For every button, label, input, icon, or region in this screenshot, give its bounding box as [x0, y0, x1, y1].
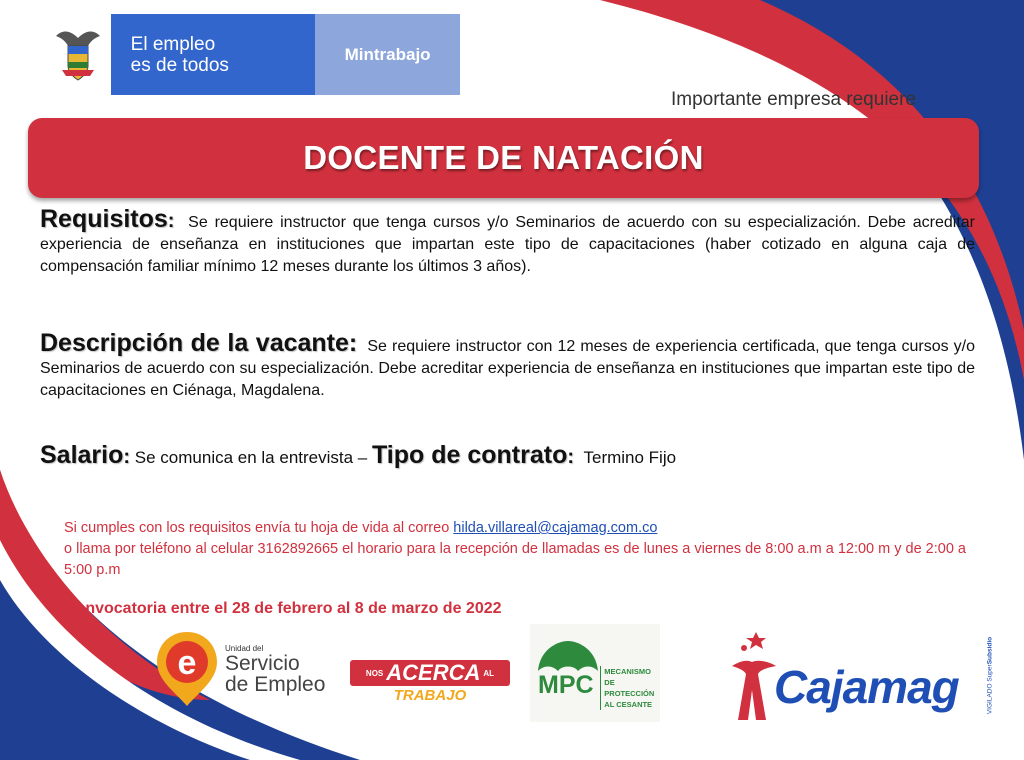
cajamag-figure-icon: [722, 626, 782, 726]
mpc-mark: [536, 633, 596, 713]
servicio-empleo-text: [225, 644, 325, 695]
vigilado-prefix: VIGILADO Super: [986, 664, 994, 715]
descripcion-section: [40, 329, 976, 402]
gov-slogan-line2: es de todos: [130, 54, 229, 76]
requisitos-text: Se requiere instructor que tenga cursos y/o Seminarios de acuerdo con su especialización. Debe acreditar experiencia de enseñanza en instituciones que impartan este tipo de capacitaciones (haber cotizado en alguna caja de compensación familiar mínimo 12 meses durante los últimos 3 años).: [40, 214, 975, 275]
mpc-line1: MECANISMO DE: [604, 667, 651, 687]
mpc-letters: MPC: [538, 671, 594, 699]
acerca-trabajo-logo: [350, 660, 510, 708]
contact-line2: o llama por teléfono al celular 3162892665 el horario para la recepción de llamadas es de lunes a viernes de 8:00 a.m a 12:00 m y de 2:00 a 5:00 p.m: [64, 541, 966, 578]
servicio-line1: Servicio: [225, 651, 300, 675]
cajamag-logo: [722, 624, 1002, 728]
servicio-empleo-logo: [155, 630, 325, 708]
contract-value: Termino Fijo: [583, 448, 677, 467]
servicio-empleo-pin-icon: [155, 630, 219, 708]
salario-label: Salario: [40, 441, 124, 469]
servicio-letter: e: [177, 644, 197, 682]
intro-text: Importante empresa requiere: [670, 89, 916, 110]
gov-banner: [45, 14, 460, 95]
salario-colon: :: [123, 446, 131, 468]
vigilado-suffix: Subsidio: [986, 636, 994, 665]
gov-slogan-block: [111, 14, 316, 95]
cajamag-name: Cajamag: [774, 661, 959, 713]
colombia-coat-of-arms-icon: [45, 14, 111, 95]
contact-line1: [64, 518, 994, 539]
contract-label: Tipo de contrato: [371, 441, 568, 469]
servicio-small: Unidad del: [225, 643, 264, 653]
mpc-text: [600, 666, 660, 710]
salario-text: Se comunica en la entrevista –: [134, 448, 368, 467]
acerca-sub: TRABAJO: [393, 687, 467, 704]
ministry-name: Mintrabajo: [315, 14, 460, 95]
vigilado-badge: [984, 628, 996, 728]
contract-colon: :: [567, 446, 575, 468]
job-title: DOCENTE DE NATACIÓN: [303, 139, 704, 176]
contact-email-link[interactable]: hilda.villareal@cajamag.com.co: [453, 520, 658, 536]
mpc-line2: PROTECCIÓN: [604, 689, 655, 698]
servicio-line2: de Empleo: [225, 672, 326, 696]
mpc-line3: AL CESANTE: [604, 700, 653, 709]
contact-info: [64, 518, 994, 581]
gov-slogan-line1: El empleo: [130, 33, 216, 55]
umbrella-icon: [536, 639, 600, 673]
acerca-al: AL: [483, 668, 495, 678]
vigilado-text: [987, 626, 994, 726]
descripcion-text: Se requiere instructor con 12 meses de experiencia certificada, que tenga cursos y/o Seminarios de acuerdo con su especialización. Debe acreditar experiencia de enseñanza en instituciones que impartan este tipo de capacitaciones en Ciénaga, Magdalena.: [40, 338, 976, 399]
acerca-nos: NOS: [365, 668, 384, 678]
contact-line1-prefix: Si cumples con los requisitos envía tu hoja de vida al correo: [64, 520, 450, 536]
requisitos-section: [40, 205, 975, 278]
acerca-main: ACERCA: [386, 660, 481, 685]
title-banner: [28, 118, 979, 198]
requisitos-label: Requisitos: [40, 205, 168, 233]
mpc-logo: [530, 624, 660, 722]
convocatoria-dates: Convocatoria entre el 28 de febrero al 8 de marzo de 2022: [64, 600, 502, 617]
descripcion-label: Descripción de la vacante:: [40, 329, 358, 357]
acerca-red-band: [350, 660, 510, 686]
gov-slogan: [131, 34, 229, 76]
requisitos-colon: :: [167, 210, 175, 232]
salario-section: [40, 441, 975, 469]
